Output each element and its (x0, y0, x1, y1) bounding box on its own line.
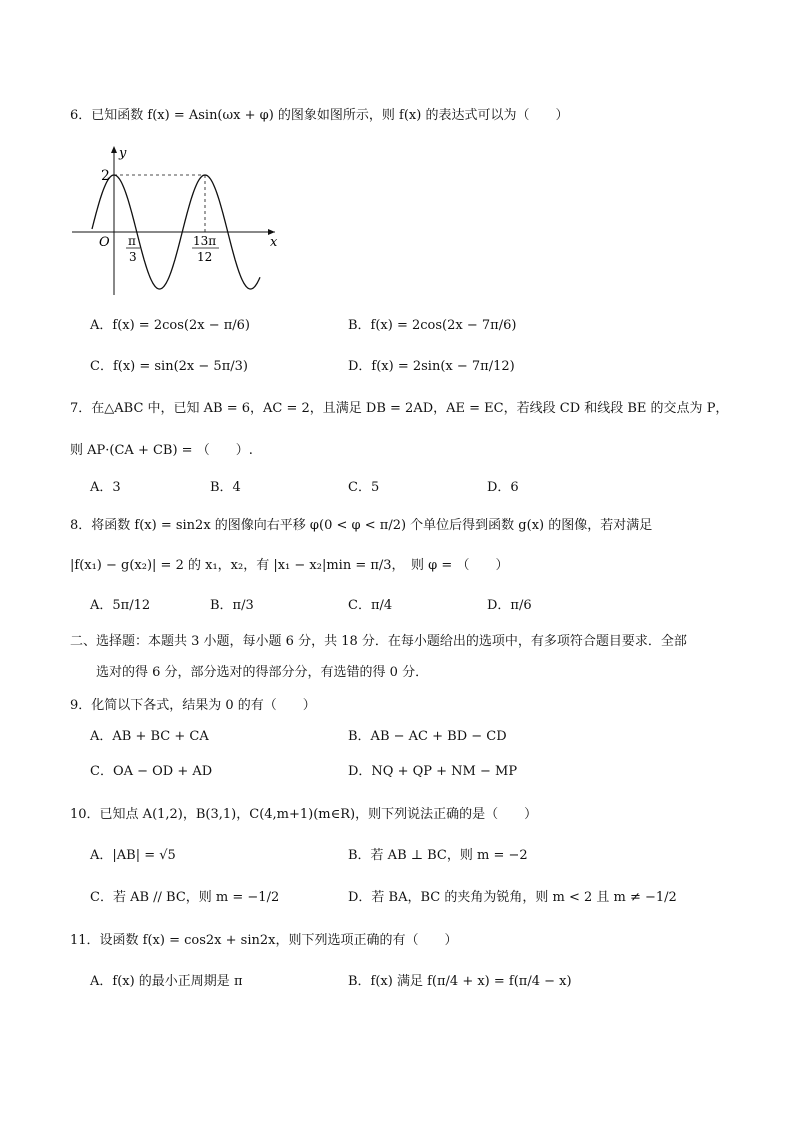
q9-option-d: D．NQ + QP + NM − MP (348, 764, 518, 779)
q8-option-b: B．π/3 (210, 598, 254, 613)
q6-option-c: C．f(x) = sin(2x − 5π/3) (90, 359, 248, 374)
q10-option-c: C．若 AB // BC，则 m = −1/2 (90, 890, 280, 905)
q6-option-b: B．f(x) = 2cos(2x − 7π/6) (348, 318, 517, 333)
q6-stem: 6．已知函数 f(x) = Asin(ωx + φ) 的图象如图所示，则 f(x) 的表达式可以为（ ） (70, 108, 569, 123)
y-axis-label: y (119, 146, 127, 161)
q8-option-a: A．5π/12 (90, 598, 151, 613)
tick2-denominator: 12 (197, 250, 213, 264)
q9-option-c: C．OA − OD + AD (90, 764, 213, 779)
q7-option-b: B．4 (210, 480, 241, 495)
q10-option-a: A．|AB| = √5 (90, 848, 176, 863)
q10-option-b: B．若 AB ⊥ BC，则 m = −2 (348, 848, 528, 863)
tick1-denominator: 3 (129, 250, 137, 264)
q6-option-a: A．f(x) = 2cos(2x − π/6) (90, 318, 250, 333)
section2-heading-line1: 二、选择题：本题共 3 小题，每小题 6 分，共 18 分．在每小题给出的选项中，有多项符合题目要求．全部 (70, 634, 687, 649)
q10-option-d: D．若 BA，BC 的夹角为锐角，则 m < 2 且 m ≠ −1/2 (348, 890, 677, 905)
section2-heading-line2: 选对的得 6 分，部分选对的得部分分，有选错的得 0 分． (96, 665, 429, 680)
q9-option-a: A．AB + BC + CA (90, 729, 209, 744)
y-axis-arrow (111, 146, 117, 153)
q6-option-d: D．f(x) = 2sin(x − 7π/12) (348, 359, 515, 374)
q10-stem: 10．已知点 A(1,2)，B(3,1)，C(4,m+1)(m∈R)，则下列说法正确的是（ ） (70, 807, 538, 822)
q7-option-c: C．5 (348, 480, 380, 495)
q8-stem-line1: 8．将函数 f(x) = sin2x 的图像向右平移 φ(0 < φ < π/2) 个单位后得到函数 g(x) 的图像，若对满足 (70, 518, 653, 533)
x-axis-label: x (270, 235, 278, 250)
q11-stem: 11．设函数 f(x) = cos2x + sin2x，则下列选项正确的有（ ） (70, 933, 458, 948)
q11-option-a: A．f(x) 的最小正周期是 π (90, 974, 243, 989)
q11-option-b: B．f(x) 满足 f(π/4 + x) = f(π/4 − x) (348, 974, 572, 989)
y-max-label: 2 (101, 168, 110, 184)
q9-stem: 9．化简以下各式，结果为 0 的有（ ） (70, 698, 316, 713)
tick1-numerator: π (128, 234, 136, 248)
q7-stem-line1: 7．在△ABC 中，已知 AB = 6，AC = 2，且满足 DB = 2AD，AE = EC，若线段 CD 和线段 BE 的交点为 P， (70, 401, 729, 416)
q6-function-graph (70, 140, 300, 304)
q8-option-d: D．π/6 (487, 598, 532, 613)
q7-option-a: A．3 (90, 480, 121, 495)
tick2-numerator: 13π (193, 234, 217, 248)
q8-option-c: C．π/4 (348, 598, 393, 613)
origin-label: O (99, 235, 110, 250)
q8-stem-line2: |f(x₁) − g(x₂)| = 2 的 x₁，x₂，有 |x₁ − x₂|min = π/3， 则 φ = （ ） (70, 558, 509, 573)
q7-stem-line2: 则 AP·(CA + CB) = （ ）. (70, 443, 253, 458)
q9-option-b: B．AB − AC + BD − CD (348, 729, 507, 744)
q7-option-d: D．6 (487, 480, 519, 495)
